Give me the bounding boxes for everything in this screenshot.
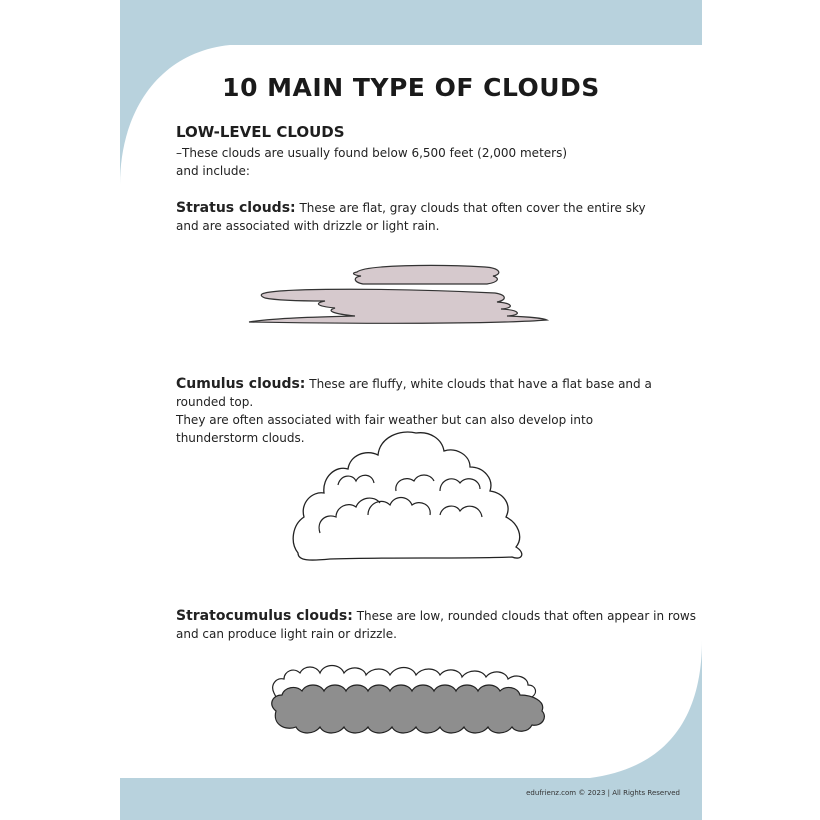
cumulus-line3: thunderstorm clouds.: [176, 431, 305, 445]
section-heading: LOW-LEVEL CLOUDS: [176, 123, 345, 141]
stratus-cloud-illustration: [245, 262, 555, 328]
section-intro-line2: and include:: [176, 164, 250, 178]
stratocumulus-line1: These are low, rounded clouds that often appear in rows: [356, 609, 696, 623]
cumulus-name: Cumulus clouds:: [176, 376, 306, 392]
stratocumulus-cloud-illustration: [266, 655, 556, 735]
section-intro: [176, 144, 567, 180]
stratocumulus-name: Stratocumulus clouds:: [176, 608, 353, 624]
stratocumulus-line2: and can produce light rain or drizzle.: [176, 627, 397, 641]
cumulus-line2: They are often associated with fair weather but can also develop into: [176, 413, 594, 427]
page-title: 10 MAIN TYPE OF CLOUDS: [222, 73, 600, 102]
cumulus-line1: These are fluffy, white clouds that have a flat base and a rounded top.: [176, 377, 652, 409]
stratus-line1: These are flat, gray clouds that often cover the entire sky: [299, 201, 646, 215]
stratocumulus-description: [176, 607, 696, 643]
stratus-name: Stratus clouds:: [176, 200, 296, 216]
worksheet-page: [120, 0, 702, 820]
footer-copyright: edufrienz.com © 2023 | All Rights Reserved: [526, 789, 680, 797]
stratus-line2: and are associated with drizzle or light rain.: [176, 219, 440, 233]
stratus-description: [176, 199, 646, 235]
cumulus-cloud-illustration: [290, 425, 530, 565]
section-intro-line1: –These clouds are usually found below 6,500 feet (2,000 meters): [176, 146, 568, 160]
